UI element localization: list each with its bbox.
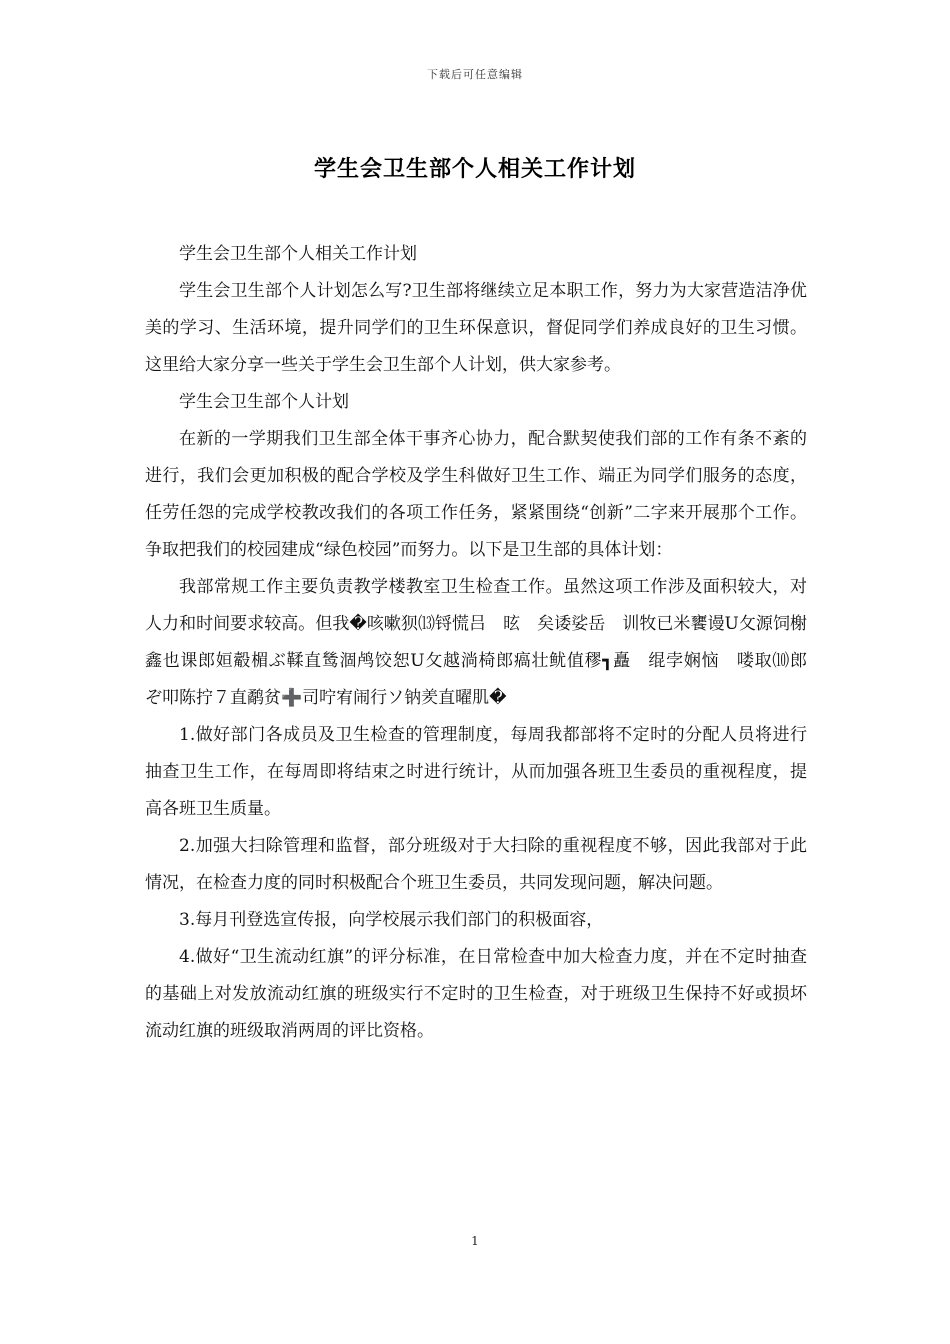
page-number: 1 — [471, 1234, 479, 1248]
page-header: 下载后可任意编辑 — [427, 68, 523, 81]
document-body — [145, 236, 824, 1050]
paragraph: 2.加强大扫除管理和监督，部分班级对于大扫除的重视程度不够，因此我部对于此情况，在检查力度的同时积极配合个班卫生委员，共同发现问题，解决问题。 — [145, 836, 807, 893]
paragraph: 学生会卫生部个人相关工作计划 — [179, 244, 417, 264]
paragraph: 4.做好“卫生流动红旗”的评分标准，在日常检查中加大检查力度，并在不定时抽查的基础上对发放流动红旗的班级实行不定时的卫生检查，对于班级卫生保持不好或损坏流动红旗的班级取消两周的评比资格。 — [145, 947, 807, 1041]
paragraph: 3.每月刊登选宣传报，向学校展示我们部门的积极面容， — [179, 910, 604, 930]
paragraph: 我部常规工作主要负责教学楼教室卫生检查工作。虽然这项工作涉及面积较大，对人力和时间要求较高。但我�咳嗽狈⒀锊慌吕 昡 矣诿娑岳 训牧已米饔谩U攵源饲榭鑫也课郎姮觳楣ぶ鞣直鸶涸鸬饺恕U攵越淌椅郎瘑壮鱿值穋┓矗 绲孛娴恼 喽取⑽郎 ぞ叩陈拧７直鹬贫➕司咛宥闹行ソ钠羑直曜肌� — [145, 577, 824, 708]
paragraph: 在新的一学期我们卫生部全体干事齐心协力，配合默契使我们部的工作有条不紊的进行，我们会更加积极的配合学校及学生科做好卫生工作、端正为同学们服务的态度，任劳任怨的完成学校教改我们的各项工作任务，紧紧围绕“创新”二字来开展那个工作。争取把我们的校园建成“绿色校园”而努力。以下是卫生部的具体计划： — [145, 429, 807, 560]
paragraph: 学生会卫生部个人计划怎么写?卫生部将继续立足本职工作，努力为大家营造洁净优美的学习、生活环境，提升同学们的卫生环保意识，督促同学们养成良好的卫生习惯。这里给大家分享一些关于学生会卫生部个人计划，供大家参考。 — [145, 281, 807, 375]
paragraph: 1.做好部门各成员及卫生检查的管理制度，每周我都部将不定时的分配人员将进行抽查卫生工作，在每周即将结束之时进行统计，从而加强各班卫生委员的重视程度，提高各班卫生质量。 — [145, 725, 807, 819]
document-title: 学生会卫生部个人相关工作计划 — [313, 156, 636, 182]
paragraph: 学生会卫生部个人计划 — [179, 392, 349, 412]
